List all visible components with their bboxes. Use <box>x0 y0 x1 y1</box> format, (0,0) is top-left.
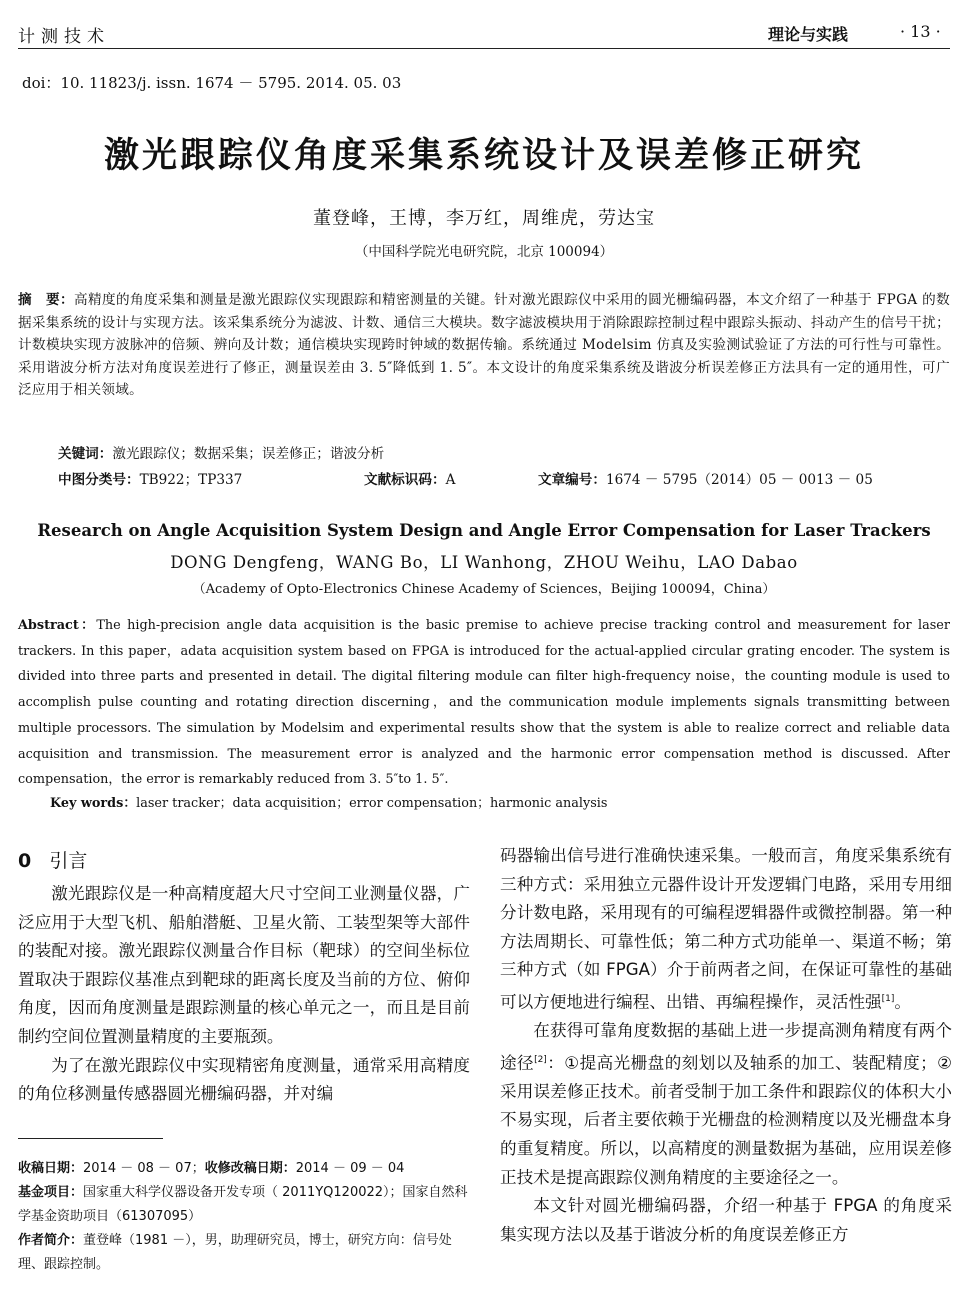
header-rule <box>18 48 950 49</box>
keywords-cn-text: 激光跟踪仪；数据采集；误差修正；谐波分析 <box>112 446 385 462</box>
citation: [2] <box>534 1054 547 1065</box>
keywords-en <box>50 792 607 811</box>
abstract-en-text: The high-precision angle data acquisition is the basic premise to achieve precise tracking control and measurement for laser trackers. In this paper，adata acquisition system based on FPGA is introduced for the actual-applied circular grating encoder. The system is divided into three parts and presented in detail. The digital filtering module can filter high-frequency noise，the counting module is used to accomplish pulse counting and rotating direction discerning，and the communication module implements signals transmitting between multiple processors. The simulation by Modelsim and experimental results show that the system is able to realize correct and reliable data acquisition and transmission. The measurement error is analyzed and the harmonic error compensation method is discussed. After compensation，the error is remarkably reduced from 3. 5″to 1. 5″. <box>18 618 950 788</box>
doc-code: 文献标识码：A <box>364 472 456 488</box>
article-number: 文章编号：1674 － 5795（2014）05 － 0013 － 05 <box>538 472 873 488</box>
abstract-cn-label: 摘 要： <box>18 292 75 308</box>
affiliation: （中国科学院光电研究院，北京 100094） <box>354 244 614 260</box>
body-right-column <box>500 842 952 1249</box>
section-title: 引言 <box>49 850 88 872</box>
body-paragraph: 码器输出信号进行准确快速采集。一般而言，角度采集系统有三种方式：采用独立元器件设计开发逻辑门电路，采用专用细分计数电路，采用现有的可编程逻辑器件或微控制器。第一种方法周期长、可靠性低；第二种方式功能单一、渠道不畅；第三种方式（如 FPGA）介于前两者之间，在保证可靠性的基础可以方便地进行编程、出错、再编程操作，灵活性强[1]。 <box>500 846 952 1012</box>
keywords-cn-label: 关键词： <box>58 446 113 462</box>
abstract-en-label: Abstract： <box>18 618 97 633</box>
keywords-cn <box>58 442 384 462</box>
clc-number: 中图分类号：TB922；TP337 <box>58 472 243 488</box>
footnote-author-bio: 作者简介：董登峰（1981 －），男，助理研究员，博士，研究方向：信号处理、跟踪控制。 <box>18 1233 452 1272</box>
section-label: 理论与实践 <box>768 25 849 44</box>
body-paragraph: 激光跟踪仪是一种高精度超大尺寸空间工业测量仪器，广泛应用于大型飞机、船舶潜艇、卫星火箭、工装型架等大部件的装配对接。激光跟踪仪测量合作目标（靶球）的空间坐标位置取决于跟踪仪基准点到靶球的距离长度及当前的方位、俯仰角度，因而角度测量是跟踪测量的核心单元之一，而且是目前制约空间位置测量精度的主要瓶颈。 <box>18 884 470 1046</box>
body-paragraph: 本文针对圆光栅编码器，介绍一种基于 FPGA 的角度采集实现方法以及基于谐波分析的角度误差修正方 <box>500 1196 952 1244</box>
abstract-en <box>18 613 950 793</box>
footnote-rule <box>18 1138 163 1139</box>
abstract-cn <box>18 289 950 402</box>
authors: 董登峰，王博，李万红，周维虎，劳达宝 <box>313 208 655 229</box>
english-affiliation: （Academy of Opto-Electronics Chinese Academy of Sciences，Beijing 100094，China） <box>192 582 776 597</box>
english-authors: DONG Dengfeng，WANG Bo，LI Wanhong，ZHOU Weihu，LAO Dabao <box>170 553 798 572</box>
section-number: 0 <box>18 850 32 872</box>
page-number: · 13 · <box>900 22 941 41</box>
body-paragraph: 在获得可靠角度数据的基础上进一步提高测角精度有两个途径[2]：①提高光栅盘的刻划以及轴系的加工、装配精度；②采用误差修正技术。前者受制于加工条件和跟踪仪的体积大小不易实现，后者主要依赖于光栅盘的检测精度以及光栅盘本身的重复精度。所以，以高精度的测量数据为基础，应用误差修正技术是提高跟踪仪测角精度的主要途径之一。 <box>500 1021 952 1187</box>
abstract-cn-text: 高精度的角度采集和测量是激光跟踪仪实现跟踪和精密测量的关键。针对激光跟踪仪中采用的圆光栅编码器，本文介绍了一种基于 FPGA 的数据采集系统的设计与实现方法。该采集系统分为滤波、计数、通信三大模块。数字滤波模块用于消除跟踪控制过程中跟踪头振动、抖动产生的信号干扰；计数模块实现方波脉冲的倍频、辨向及计数；通信模块实现跨时钟域的数据传输。系统通过 Modelsim 仿真及实验测试验证了方法的可行性与可靠性。采用谐波分析方法对角度误差进行了修正，测量误差由 3. 5″降低到 1. 5″。本文设计的角度采集系统及谐波分析误差修正方法具有一定的通用性，可广泛应用于相关领域。 <box>18 292 950 398</box>
footnotes <box>18 1157 470 1277</box>
paper-title: 激光跟踪仪角度采集系统设计及误差修正研究 <box>103 136 864 176</box>
journal-name: 计测技术 <box>18 27 110 47</box>
section-heading <box>18 846 87 873</box>
keywords-en-label: Key words： <box>50 796 137 811</box>
keywords-en-text: laser tracker；data acquisition；error compensation；harmonic analysis <box>136 796 608 811</box>
english-title: Research on Angle Acquisition System Design and Angle Error Compensation for Laser Trackers <box>37 521 931 540</box>
footnote-funding: 基金项目：国家重大科学仪器设备开发专项（ 2011YQ120022）；国家自然科学基金资助项目（61307095） <box>18 1185 468 1224</box>
doi: doi：10. 11823/j. issn. 1674 － 5795. 2014. 05. 03 <box>22 74 402 92</box>
body-paragraph: 为了在激光跟踪仪中实现精密角度测量，通常采用高精度的角位移测量传感器圆光栅编码器，并对编 <box>18 1055 470 1104</box>
body-left-column <box>18 880 470 1109</box>
citation: [1] <box>881 993 895 1004</box>
footnote-dates: 收稿日期：2014 － 08 － 07；收修改稿日期：2014 － 09 － 04 <box>18 1161 405 1176</box>
